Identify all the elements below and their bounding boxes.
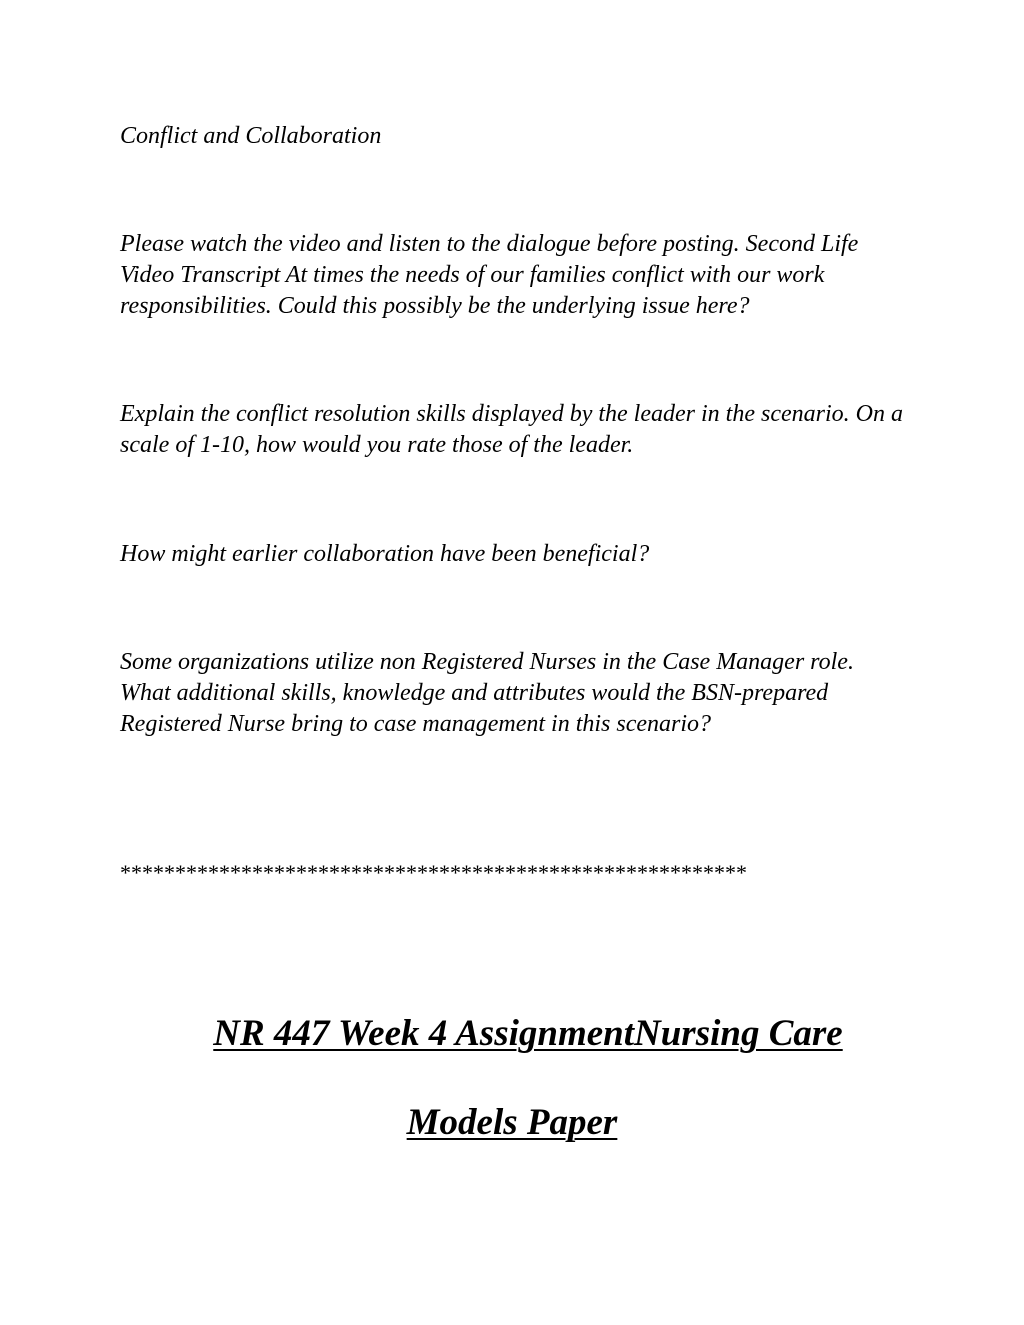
heading-line-1: NR 447 Week 4 AssignmentNursing Care (213, 1013, 843, 1054)
paragraph-case-manager: Some organizations utilize non Registered Nurses in the Case Manager role. What additional skills, knowledge and attributes would the BSN-prepared Registered Nurse bring to case management in this scenario? (120, 649, 854, 737)
paragraph-collaboration: How might earlier collaboration have been beneficial? (120, 541, 650, 567)
heading-line-2: Models Paper (406, 1102, 618, 1143)
asterisk-separator: ********************************************************* (120, 860, 747, 885)
section-title: Conflict and Collaboration (120, 123, 382, 149)
paragraph-conflict-resolution: Explain the conflict resolution skills displayed by the leader in the scenario. On a scale of 1-10, how would you rate those of the leader. (120, 401, 903, 458)
paragraph-video-instructions: Please watch the video and listen to the dialogue before posting. Second Life Video Transcript At times the needs of our families conflict with our work responsibilities. Could this possibly be the underlying issue here? (120, 231, 859, 319)
